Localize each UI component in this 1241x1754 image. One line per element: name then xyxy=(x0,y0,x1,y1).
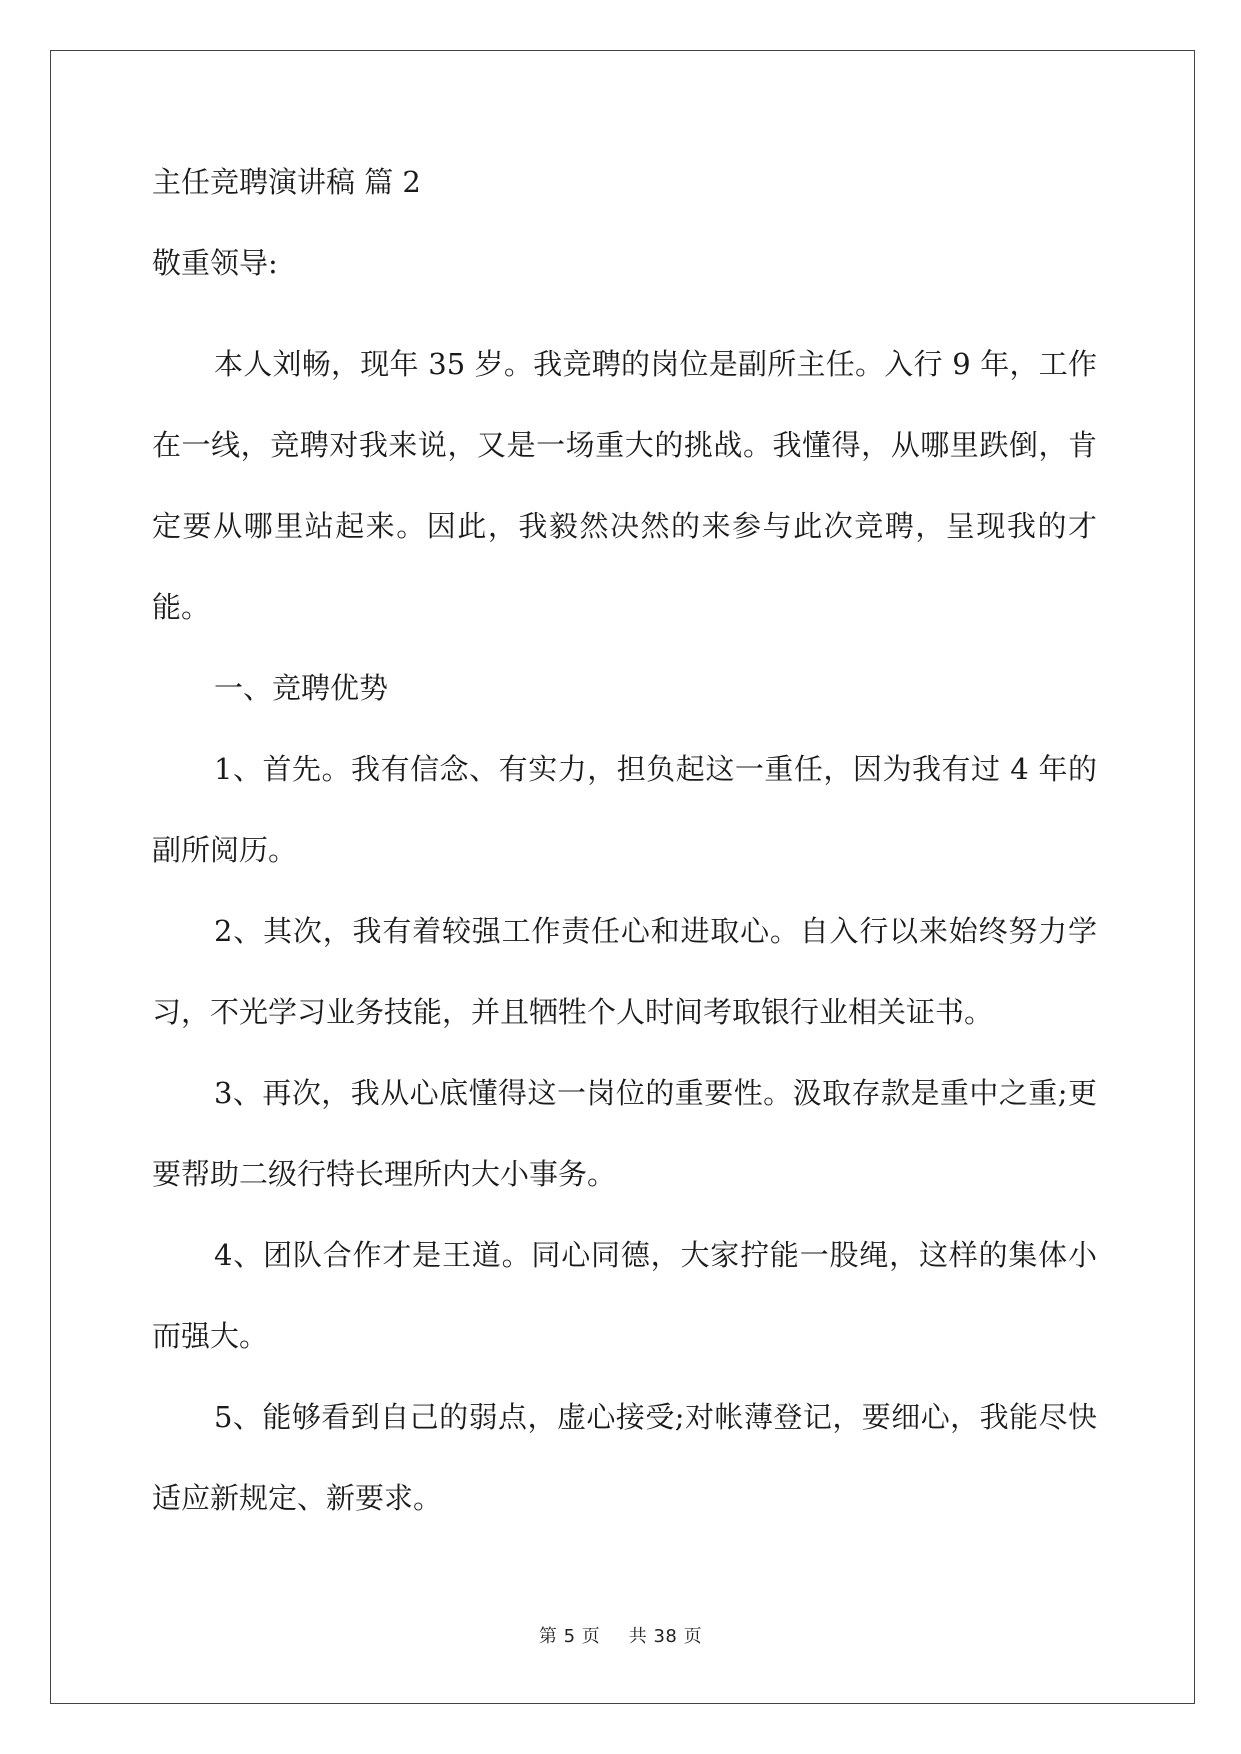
paragraph-item-4: 4、团队合作才是王道。同心同德，大家拧能一股绳，这样的集体小而强大。 xyxy=(152,1238,1097,1353)
page-total: 共 38 页 xyxy=(628,1626,703,1647)
paragraph-intro: 本人刘畅，现年 35 岁。我竞聘的岗位是副所主任。入行 9 年，工作在一线，竞聘对我来说，又是一场重大的挑战。我懂得，从哪里跌倒，肯定要从哪里站起来。因此，我毅然决然的来参与此次竞聘，呈现我的才能。 xyxy=(152,347,1097,624)
paragraph-item-1: 1、首先。我有信念、有实力，担负起这一重任，因为我有过 4 年的副所阅历。 xyxy=(152,752,1097,867)
document-title: 主任竞聘演讲稿 篇 2 xyxy=(152,165,421,199)
salutation: 敬重领导: xyxy=(152,246,278,280)
page-footer xyxy=(0,1622,1241,1648)
page-number: 第 5 页 xyxy=(538,1626,601,1647)
paragraph-item-2: 2、其次，我有着较强工作责任心和进取心。自入行以来始终努力学习，不光学习业务技能，并且牺牲个人时间考取银行业相关证书。 xyxy=(152,914,1097,1029)
document-body xyxy=(152,162,1097,1539)
section-heading: 一、竞聘优势 xyxy=(214,671,389,705)
paragraph-item-3: 3、再次，我从心底懂得这一岗位的重要性。汲取存款是重中之重;更要帮助二级行特长理所内大小事务。 xyxy=(152,1076,1097,1191)
paragraph-item-5: 5、能够看到自己的弱点，虚心接受;对帐薄登记，要细心，我能尽快适应新规定、新要求。 xyxy=(152,1400,1097,1515)
